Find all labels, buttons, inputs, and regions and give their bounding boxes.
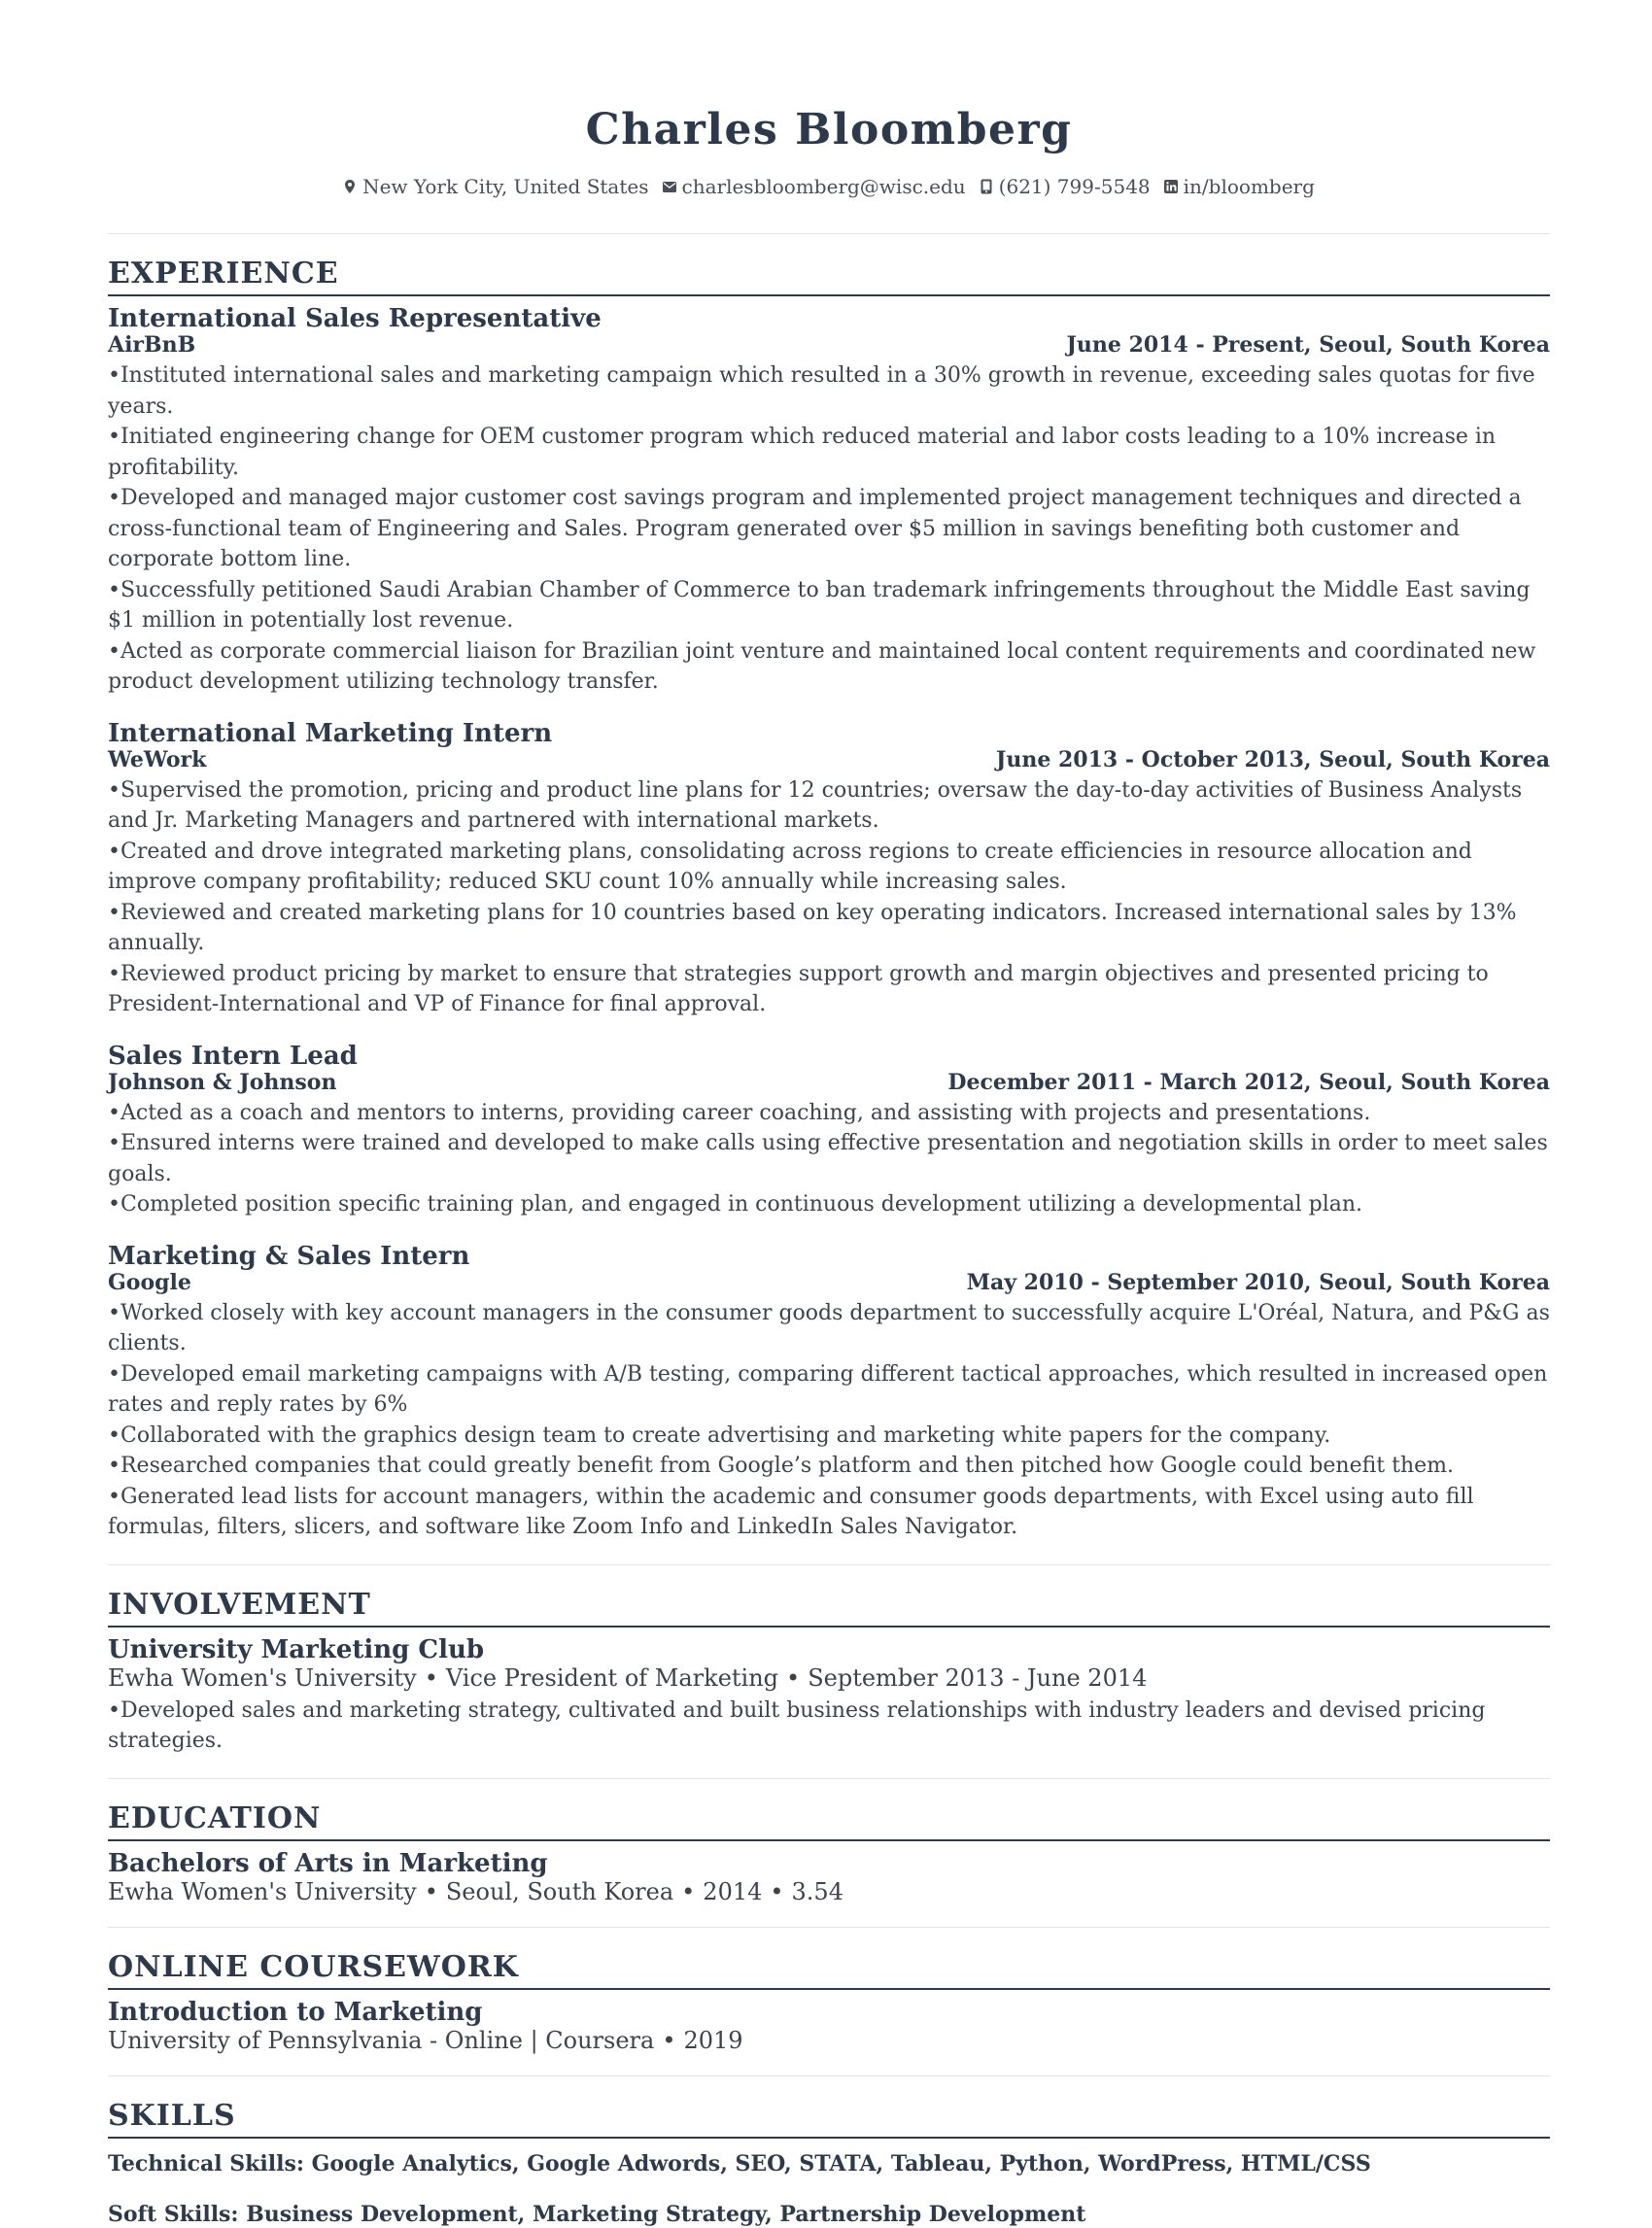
company-name: Johnson & Johnson (108, 1069, 337, 1095)
bullet-item: • Collaborated with the graphics design team to create advertising and marketing white papers for the company. (108, 1421, 1550, 1452)
experience-section (108, 257, 1550, 1565)
education-meta (108, 1878, 1550, 1905)
job-title: Sales Intern Lead (108, 1041, 358, 1071)
coursework-entry (108, 1998, 1550, 2054)
skills-section (108, 2100, 1550, 2228)
job-dates-location: June 2013 - October 2013, Seoul, South Korea (995, 746, 1550, 772)
degree-name: Bachelors of Arts in Marketing (108, 1848, 548, 1878)
section-divider (108, 2075, 1550, 2076)
linkedin-text[interactable]: in/bloomberg (1183, 175, 1315, 198)
education-section (108, 1802, 1550, 1928)
job-title: International Sales Representative (108, 304, 602, 333)
job-dates-location: May 2010 - September 2010, Seoul, South Korea (966, 1269, 1550, 1295)
location-text: New York City, United States (362, 175, 649, 198)
technical-skills: Technical Skills: Google Analytics, Google Adwords, SEO, STATA, Tableau, Python, WordPress, HTML/CSS (108, 2150, 1371, 2177)
involvement-position: Vice President of Marketing (445, 1663, 779, 1692)
section-title-education: EDUCATION (108, 1802, 1550, 1841)
email-text[interactable]: charlesbloomberg@wisc.edu (681, 175, 966, 198)
gpa-value: 3.54 (791, 1877, 843, 1905)
company-name: AirBnB (108, 332, 196, 358)
education-entry (108, 1849, 1550, 1905)
company-name: WeWork (108, 746, 207, 772)
resume-header (108, 0, 1550, 234)
job-org-row (108, 1271, 1550, 1294)
bullet-item: • Generated lead lists for account managers, within the academic and consumer goods departments, with Excel using auto fill formulas, filters, slicers, and software like Zoom Info and LinkedIn Sales Navigator. (108, 1482, 1550, 1543)
mail-icon (663, 180, 676, 193)
meta-separator: • (681, 1877, 696, 1905)
job-org-row (108, 333, 1550, 357)
school-location: Seoul, South Korea (445, 1877, 674, 1905)
experience-entry (108, 719, 1550, 1020)
phone-icon (980, 180, 993, 193)
bullet-item: • Created and drove integrated marketing plans, consolidating across regions to create efficiencies in resource allocation and improve company profitability; reduced SKU count 10% annually while increasing sales. (108, 837, 1550, 898)
bullet-item: • Researched companies that could greatly benefit from Google’s platform and then pitched how Google could benefit them. (108, 1451, 1550, 1482)
bullet-item: • Worked closely with key account managers in the consumer goods department to successfully acquire L'Oréal, Natura, and P&G as clients. (108, 1298, 1550, 1359)
job-title: International Marketing Intern (108, 718, 553, 748)
meta-separator: • (424, 1877, 438, 1905)
contact-phone[interactable] (980, 173, 1151, 200)
bullet-item: • Supervised the promotion, pricing and product line plans for 12 countries; oversaw the day-to-day activities of Business Analysts and Jr. Marketing Managers and partnered with international markets. (108, 775, 1550, 837)
meta-separator: • (770, 1877, 784, 1905)
section-title-experience: EXPERIENCE (108, 257, 1550, 296)
school-name: Ewha Women's University (108, 1877, 417, 1905)
bullet-item: • Developed and managed major customer cost savings program and implemented project management techniques and directed a cross-functional team of Engineering and Sales. Program generated over $5 million in savings benefiting both customer and corporate bottom line. (108, 483, 1550, 575)
course-provider: University of Pennsylvania - Online | Coursera (108, 2026, 655, 2054)
bullet-item: • Reviewed product pricing by market to ensure that strategies support growth and margin objectives and presented pricing to President-International and VP of Finance for final approval. (108, 959, 1550, 1020)
job-bullets (108, 775, 1550, 1020)
experience-entry (108, 304, 1550, 698)
experience-entry (108, 1042, 1550, 1220)
job-bullets (108, 360, 1550, 698)
bullet-item: • Instituted international sales and marketing campaign which resulted in a 30% growth in revenue, exceeding sales quotas for five years. (108, 360, 1550, 422)
section-title-involvement: INVOLVEMENT (108, 1589, 1550, 1628)
bullet-item: • Completed position specific training plan, and engaged in continuous development utilizing a developmental plan. (108, 1189, 1550, 1220)
bullet-item: • Developed email marketing campaigns with A/B testing, comparing different tactical approaches, which resulted in increased open rates and reply rates by 6% (108, 1359, 1550, 1421)
job-org-row (108, 1071, 1550, 1094)
involvement-bullets (108, 1696, 1550, 1757)
involvement-entry (108, 1635, 1550, 1757)
bullet-item: • Developed sales and marketing strategy, cultivated and built business relationships with industry leaders and devised pricing strategies. (108, 1696, 1550, 1757)
job-dates-location: December 2011 - March 2012, Seoul, South Korea (947, 1069, 1550, 1095)
section-title-skills: SKILLS (108, 2100, 1550, 2139)
contact-email[interactable] (663, 173, 966, 200)
coursework-meta (108, 2027, 1550, 2054)
resume-page (108, 0, 1550, 2228)
graduation-year: 2014 (703, 1877, 763, 1905)
meta-separator: • (662, 2026, 676, 2054)
section-divider (108, 1927, 1550, 1928)
bullet-item: • Ensured interns were trained and developed to make calls using effective presentation and negotiation skills in order to meet sales goals. (108, 1128, 1550, 1189)
meta-separator: • (786, 1663, 801, 1692)
course-name: Introduction to Marketing (108, 1997, 483, 2027)
job-org-row (108, 748, 1550, 771)
bullet-item: • Reviewed and created marketing plans for 10 countries based on key operating indicators. Increased international sales by 13% annually. (108, 898, 1550, 959)
section-divider (108, 1778, 1550, 1779)
club-name: University Marketing Club (108, 1634, 485, 1664)
bullet-item: • Acted as corporate commercial liaison for Brazilian joint venture and maintained local content requirements and coordinated new product development utilizing technology transfer. (108, 636, 1550, 698)
job-dates-location: June 2014 - Present, Seoul, South Korea (1066, 332, 1550, 358)
involvement-dates: September 2013 - June 2014 (808, 1663, 1148, 1692)
involvement-section (108, 1589, 1550, 1779)
experience-entry (108, 1242, 1550, 1543)
job-bullets (108, 1098, 1550, 1220)
job-bullets (108, 1298, 1550, 1543)
contact-info (108, 173, 1550, 200)
contact-location (343, 173, 648, 200)
involvement-meta (108, 1664, 1550, 1692)
soft-skills: Soft Skills: Business Development, Marketing Strategy, Partnership Development (108, 2201, 1086, 2227)
company-name: Google (108, 1269, 191, 1295)
coursework-section (108, 1951, 1550, 2076)
contact-linkedin[interactable] (1164, 173, 1315, 200)
meta-separator: • (424, 1663, 438, 1692)
section-title-coursework: ONLINE COURSEWORK (108, 1951, 1550, 1990)
course-year: 2019 (683, 2026, 743, 2054)
involvement-organization: Ewha Women's University (108, 1663, 417, 1692)
bullet-item: • Acted as a coach and mentors to interns, providing career coaching, and assisting with projects and presentations. (108, 1098, 1550, 1129)
job-title: Marketing & Sales Intern (108, 1241, 470, 1271)
bullet-item: • Successfully petitioned Saudi Arabian Chamber of Commerce to ban trademark infringements throughout the Middle East saving $1 million in potentially lost revenue. (108, 575, 1550, 636)
candidate-name: Charles Bloomberg (585, 105, 1073, 154)
bullet-item: • Initiated engineering change for OEM customer program which reduced material and labor costs leading to a 10% increase in profitability. (108, 422, 1550, 483)
header-divider (108, 233, 1550, 234)
location-pin-icon (343, 180, 357, 193)
section-divider (108, 1564, 1550, 1565)
phone-text[interactable]: (621) 799-5548 (998, 175, 1151, 198)
linkedin-icon (1164, 180, 1178, 193)
